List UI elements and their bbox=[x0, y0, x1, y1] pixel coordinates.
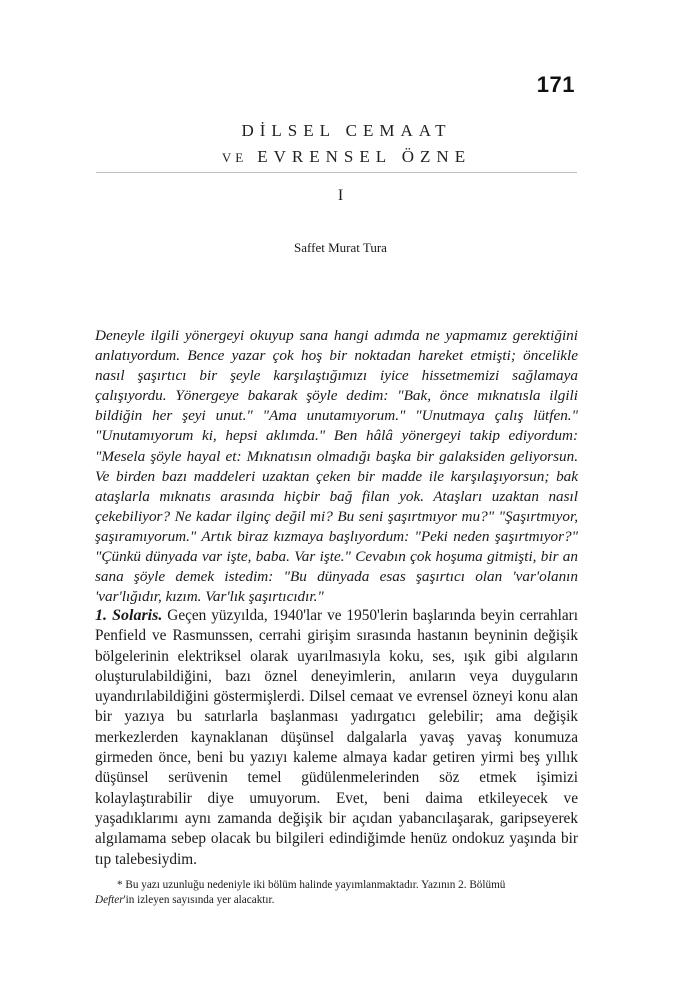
footnote-line-2 bbox=[95, 893, 578, 908]
title-line-2-text: EVRENSEL ÖZNE bbox=[257, 147, 472, 166]
title-conjunction: VE bbox=[221, 150, 248, 165]
title-divider bbox=[96, 172, 577, 173]
footnote-journal-name: Defter bbox=[95, 894, 124, 906]
title-line-1: DİLSEL CEMAAT bbox=[241, 121, 452, 140]
footnote-line-1: * Bu yazı uzunluğu nedeniyle iki bölüm halinde yayımlanmaktadır. Yazının 2. Bölümü bbox=[117, 879, 506, 891]
part-number: I bbox=[337, 187, 344, 204]
footnote bbox=[95, 878, 578, 908]
article-title bbox=[0, 121, 681, 167]
title-line-2 bbox=[12, 147, 681, 167]
section-body: Geçen yüzyılda, 1940'lar ve 1950'lerin başlarında beyin cerrahları Penfield ve Rasmunssen, cerrahi girişim sırasında hastanın beyninin değişik bölgelerinin elektriksel olarak uyarılmasıyla koku, ses, ışık gibi algıların oluşturulabildiğini, bazı öznel deneyimlerin, anıların veya duyguların uyandırılabildiğini göstermişlerdi. Dilsel cemaat ve evrensel özneyi konu alan bir yazıya bu satırlarla başlanması yadırgatıcı gelebilir; ama değişik merkezlerden kaynaklanan düşünsel dalgalarla yavaş yavaş konumuza girmeden önce, beni bu yazıyı kaleme almaya kadar getiren yirmi beş yıllık düşünsel serüvenin temel güdülenmelerinden söz etmek işimizi kolaylaştırabilir diye umuyorum. Evet, beni daima etkileyecek ve yaşadıklarımı aynı zamanda değişik bir açıdan yabancılaşarak, garipseyerek algılamama sebep olacak bu bilgileri edindiğimde henüz ondokuz yaşında bir tıp talebesiydim. bbox=[95, 607, 578, 868]
section-paragraph bbox=[95, 606, 578, 870]
page-number: 171 bbox=[536, 72, 575, 97]
author-name: Saffet Murat Tura bbox=[294, 240, 387, 255]
epigraph-paragraph: Deneyle ilgili yönergeyi okuyup sana hangi adımda ne yapmamız gerektiğini anlatıyordum. Bence yazar çok hoş bir noktadan hareket etmişti; öncelikle nasıl şaşırtıcı bir şeyle karşılaştığımızı iyice hissetmemizi sağlamaya çalışıyordu. Yönergeye bakarak şöyle dedim: "Bak, önce mıknatısla ilgili bildiğin her şeyi unut." "Ama unutamıyorum." "Unutmaya çalış lütfen." "Unutamıyorum ki, hepsi aklımda." Ben hâlâ yönergeyi takip ediyordum: "Mesela şöyle hayal et: Mıknatısın olmadığı başka bir galaksiden geliyorsun. Ve birden bazı maddeleri uzaktan çeken bir madde ile karşılaşıyorsun; bak ataşlarla mıknatıs arasında hiçbir bağ filan yok. Ataşları uzaktan nasıl çekebiliyor? Ne kadar ilginç değil mi? Bu seni şaşırtmıyor mu?" "Şaşırtmıyor, şaşıramıyorum." Artık biraz kızmaya başlıyordum: "Peki neden şaşırtmıyor?" "Çünkü dünyada var işte, baba. Var işte." Cevabın çok hoşuma gitmişti, bir an sana şöyle demek istedim: "Bu dünyada esas şaşırtıcı olan 'var'olanın 'var'lığıdır, kızım. Var'lık şaşırtıcıdır." bbox=[95, 327, 578, 606]
footnote-line-2-text: 'in izleyen sayısında yer alacaktır. bbox=[123, 894, 275, 906]
section-heading: 1. Solaris. bbox=[95, 607, 163, 624]
